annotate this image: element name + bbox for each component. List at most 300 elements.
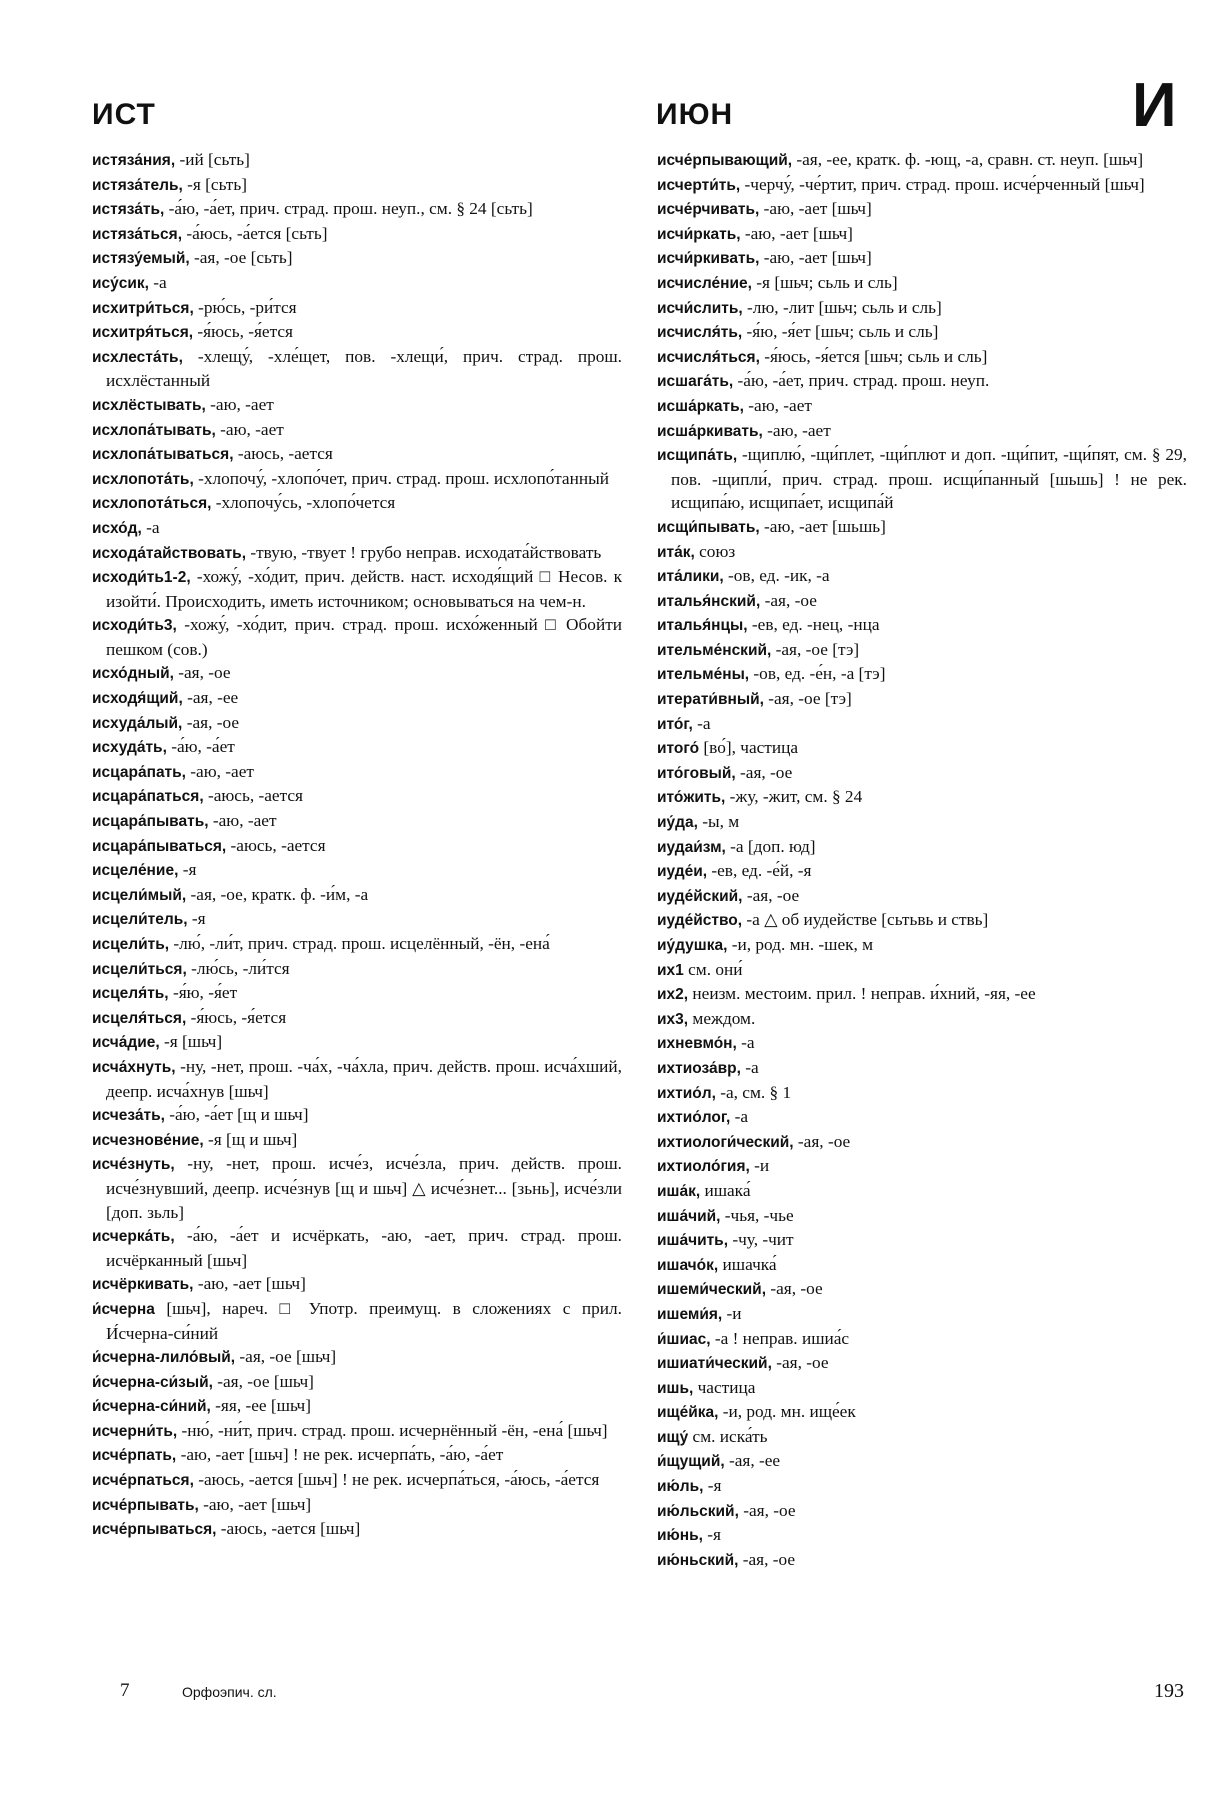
entry-body: -ий [сьть]	[175, 150, 250, 169]
entry-body: -ая, -ое	[182, 712, 239, 732]
entry-body: -аю, -ает	[185, 761, 254, 781]
dictionary-entry	[92, 1030, 622, 1055]
entry-body: -аю, -ает [шьч]	[198, 1494, 312, 1514]
dictionary-entry	[92, 393, 622, 418]
headword: исчерти́ть,	[657, 176, 741, 194]
dictionary-entry	[92, 1128, 622, 1153]
dictionary-entry	[92, 1419, 622, 1444]
dictionary-entry	[92, 1103, 622, 1128]
entry-body: междом.	[688, 1008, 756, 1028]
dictionary-entry	[92, 148, 622, 173]
entry-body: -ая, -ое	[742, 885, 800, 905]
dictionary-entry	[92, 1468, 622, 1493]
headword: и́счерна-си́зый,	[92, 1373, 213, 1391]
headword: исцеля́ть,	[92, 985, 169, 1003]
headword: ихтиологи́ческий,	[657, 1133, 794, 1151]
headword: ию́нь,	[657, 1527, 703, 1545]
headword: исхода́тайствовать,	[92, 544, 247, 562]
headword: ихтиоза́вр,	[657, 1059, 741, 1077]
dictionary-entry	[657, 296, 1187, 321]
headword: исхлопа́тываться,	[92, 446, 234, 464]
dictionary-entry	[92, 760, 622, 785]
entry-body: -я́юсь, -я́ется	[186, 1007, 287, 1027]
dictionary-entry	[92, 1055, 622, 1103]
entry-body: -рю́сь, -ри́тся	[193, 297, 297, 317]
page-number: 193	[1154, 1680, 1184, 1702]
headword: ишеми́я,	[657, 1305, 723, 1323]
headword: иу́да,	[657, 814, 698, 832]
dictionary-entry	[92, 1493, 622, 1518]
headword: исцели́ть,	[92, 936, 170, 953]
dictionary-entry	[657, 1474, 1187, 1499]
headword: истяза́ться,	[92, 225, 182, 243]
headword: ихтио́л,	[657, 1084, 716, 1102]
dictionary-entry	[657, 271, 1187, 296]
headword: ительме́нский,	[657, 641, 772, 659]
dictionary-entry	[92, 271, 622, 296]
dictionary-entry	[657, 1253, 1187, 1278]
dictionary-entry	[657, 835, 1187, 860]
entry-body: -а [доп. юд]	[725, 836, 816, 856]
dictionary-entry	[657, 1179, 1187, 1204]
headword: истяза́тель,	[92, 176, 183, 194]
headword: исче́рпать,	[92, 1447, 177, 1465]
dictionary-entry	[657, 564, 1187, 589]
headword: исчисля́ться,	[657, 348, 760, 366]
entry-body: -черчу́, -че́ртит, прич. страд. прош. исче́рченный [шьч]	[740, 174, 1145, 194]
left-column	[92, 148, 622, 1542]
dictionary-entry	[657, 908, 1187, 933]
dictionary-entry	[657, 369, 1187, 394]
entry-body: -яя, -ее [шьч]	[210, 1396, 311, 1416]
headword: исхуда́лый,	[92, 714, 183, 732]
entry-body: -аю, -ает [шьшь]	[759, 516, 886, 536]
headword: исша́ркать,	[657, 397, 744, 415]
entry-body: -а́юсь, -а́ется [сьть]	[182, 223, 328, 243]
entry-body: -лю́сь, -ли́тся	[186, 958, 290, 978]
headword: ихтио́лог,	[657, 1109, 731, 1127]
dictionary-entry	[92, 442, 622, 467]
headword: исхлопота́ть,	[92, 470, 194, 488]
headword: ита́к,	[657, 543, 695, 561]
headword: исхо́дный,	[92, 665, 174, 683]
dictionary-entry	[92, 1272, 622, 1297]
headword: ихтиоло́гия,	[657, 1158, 750, 1176]
headword: исходя́щий,	[92, 690, 183, 708]
dictionary-entry	[657, 1302, 1187, 1327]
dictionary-entry	[92, 784, 622, 809]
entry-body: -чья, -чье	[720, 1205, 794, 1225]
entry-body: [во́], частица	[699, 738, 799, 758]
headword: итого́	[657, 740, 700, 758]
dictionary-entry	[657, 589, 1187, 614]
entry-body: -ая, -ое	[735, 762, 793, 782]
dictionary-entry	[657, 736, 1187, 761]
dictionary-entry	[657, 662, 1187, 687]
entry-body: -аю, -ает	[208, 811, 277, 831]
entry-body: -хлопочу́сь, -хлопо́чется	[211, 493, 396, 513]
dictionary-entry	[92, 222, 622, 247]
entry-body: ишака́	[700, 1180, 751, 1200]
dictionary-entry	[92, 981, 622, 1006]
dictionary-entry	[657, 540, 1187, 565]
dictionary-entry	[657, 1204, 1187, 1229]
dictionary-entry	[92, 711, 622, 736]
entry-body: -ев, ед. -е́й, -я	[707, 861, 812, 881]
headword: иша́к,	[657, 1182, 701, 1200]
dictionary-entry	[92, 1345, 622, 1370]
entry-body: -ая, -ое	[738, 1549, 796, 1569]
dictionary-entry	[657, 712, 1187, 737]
entry-body: -аю, -ает	[205, 394, 274, 414]
headword: исчезнове́ние,	[92, 1131, 204, 1149]
entry-body: -ая, -ое	[738, 1500, 796, 1520]
dictionary-entry	[657, 1327, 1187, 1352]
headword: исшага́ть,	[657, 373, 734, 391]
entry-body: -и, род. мн. ище́ек	[718, 1402, 856, 1422]
dictionary-entry	[657, 1105, 1187, 1130]
entry-body: -лю́, -ли́т, прич. страд. прош. исцелённый, -ён, -ена́	[169, 934, 550, 953]
headword: исхитри́ться,	[92, 299, 194, 317]
dictionary-entry	[657, 443, 1187, 515]
entry-body: -я	[178, 860, 197, 880]
dictionary-entry	[92, 516, 622, 541]
headword: ищу́	[657, 1428, 689, 1446]
headword: исчисле́ние,	[657, 274, 752, 292]
entry-body: -щиплю́, -щи́плет, -щи́плют и доп. -щи́пит, -щи́пят, см. § 29, пов. -щипли́, прич. страд. прош. исщи́панный [шьшь] ! не рек. исщипа́ю, исщипа́ет, исщипа́й	[671, 445, 1187, 513]
dictionary-entry	[657, 1007, 1187, 1032]
headword: иуде́и,	[657, 863, 708, 881]
entry-body: -лю, -лит [шьч; сьль и сль]	[742, 297, 942, 317]
headword: ительме́ны,	[657, 666, 750, 684]
headword: исхлопа́тывать,	[92, 421, 216, 439]
headword: ище́йка,	[657, 1404, 719, 1422]
entry-body: -ая, -ое [тэ]	[771, 639, 860, 659]
headword: исче́рчивать,	[657, 201, 760, 219]
dictionary-entry	[657, 1154, 1187, 1179]
dictionary-entry	[92, 467, 622, 492]
signature-number: 7	[120, 1680, 130, 1701]
headword: исче́рпывать,	[92, 1496, 199, 1514]
headword: ито́говый,	[657, 764, 736, 782]
headword: исхлопота́ться,	[92, 495, 212, 513]
headword: исче́рпываться,	[92, 1521, 217, 1539]
dictionary-entry	[92, 565, 622, 613]
headword: исцели́тель,	[92, 911, 188, 929]
entry-body: -ая, -ое	[760, 590, 817, 610]
dictionary-entry	[657, 246, 1187, 271]
entry-body: ишачка́	[718, 1254, 777, 1274]
headword: исхлёстывать,	[92, 396, 206, 414]
entry-body: -ая, -ое	[766, 1279, 823, 1299]
dictionary-entry	[657, 613, 1187, 638]
dictionary-entry	[657, 761, 1187, 786]
entry-body: -ов, ед. -ик, -а	[723, 566, 830, 586]
dictionary-entry	[657, 785, 1187, 810]
entry-body: -ая, -ое, кратк. ф. -и́м, -а	[186, 884, 369, 904]
dictionary-entry	[657, 394, 1187, 419]
headword: иуде́йство,	[657, 912, 743, 930]
headword: истяза́ния,	[92, 152, 176, 169]
dictionary-entry	[92, 1394, 622, 1419]
dictionary-entry	[657, 197, 1187, 222]
entry-body: -ню́, -ни́т, прич. страд. прош. исчернённый -ён, -ена́ [шьч]	[177, 1420, 608, 1440]
entry-body: -я́ю, -я́ет	[168, 983, 238, 1003]
dictionary-entry	[657, 958, 1187, 983]
dictionary-entry	[92, 418, 622, 443]
dictionary-entry	[92, 907, 622, 932]
headword: исчи́ркать,	[657, 225, 741, 243]
entry-body: -аюсь, -ается	[233, 444, 333, 464]
headword: ию́льский,	[657, 1502, 739, 1520]
dictionary-entry	[92, 1006, 622, 1031]
headword: их1	[657, 961, 684, 979]
dictionary-entry	[92, 1297, 622, 1345]
entry-body: -а	[148, 272, 167, 292]
headword: иудаи́зм,	[657, 838, 726, 856]
headword: иша́чить,	[657, 1232, 729, 1250]
dictionary-entry	[657, 1081, 1187, 1106]
dictionary-entry	[92, 197, 622, 222]
headword: исша́ркивать,	[657, 422, 763, 440]
headword: исчерни́ть,	[92, 1422, 178, 1440]
headword: исче́знуть,	[92, 1156, 175, 1174]
dictionary-entry	[92, 1370, 622, 1395]
headword: и́счерна-лило́вый,	[92, 1349, 236, 1367]
dictionary-entry	[92, 1443, 622, 1468]
dictionary-entry	[657, 638, 1187, 663]
headword: исча́дие,	[92, 1034, 160, 1052]
headword: ису́сик,	[92, 274, 149, 292]
headword: исхо́д,	[92, 519, 142, 537]
entry-body: -аюсь, -ается	[226, 835, 326, 855]
headword: и́шиас,	[657, 1330, 711, 1348]
section-letter: И	[1132, 71, 1177, 140]
headword: исчерка́ть,	[92, 1228, 175, 1246]
dictionary-entry	[657, 345, 1187, 370]
headword: исцеля́ться,	[92, 1009, 187, 1027]
dictionary-entry	[657, 810, 1187, 835]
entry-body: -ая, -ое [шьч]	[212, 1371, 314, 1391]
entry-body: -а	[141, 517, 160, 537]
entry-body: -ая, -ое [сьть]	[189, 248, 293, 268]
entry-body: -я́юсь, -я́ется	[193, 322, 293, 342]
entry-body: -ев, ед. -нец, -нца	[747, 615, 880, 635]
entry-body: -ы, м	[697, 812, 740, 832]
entry-body: союз	[694, 541, 736, 561]
dictionary-entry	[657, 1376, 1187, 1401]
dictionary-entry	[92, 320, 622, 345]
entry-body: -жу, -жит, см. § 24	[725, 787, 863, 807]
headword: исцара́пывать,	[92, 813, 209, 831]
headword: исчи́слить,	[657, 299, 743, 317]
dictionary-entry	[92, 661, 622, 686]
dictionary-entry	[657, 1400, 1187, 1425]
headword: ишиати́ческий,	[657, 1355, 772, 1373]
headword: их3,	[657, 1010, 689, 1028]
dictionary-entry	[92, 613, 622, 661]
dictionary-entry	[657, 419, 1187, 444]
entry-body: -ая, -ое	[771, 1353, 829, 1373]
entry-body: -аюсь, -ается	[203, 786, 303, 806]
dictionary-entry	[657, 1425, 1187, 1450]
dictionary-entry	[657, 515, 1187, 540]
headword: их2,	[657, 986, 689, 1004]
dictionary-entry	[92, 1224, 622, 1272]
signature-title: Орфоэпич. сл.	[182, 1684, 277, 1700]
dictionary-entry	[657, 1351, 1187, 1376]
entry-body: -и	[749, 1156, 770, 1176]
headword: исщипа́ть,	[657, 447, 738, 465]
headword: исхитря́ться,	[92, 324, 194, 342]
entry-body: -аю, -ает [шьч] ! не рек. исчерпа́ть, -а́ю, -а́ет	[176, 1445, 504, 1465]
entry-body: -хлопочу́, -хлопо́чет, прич. страд. прош. исхлопо́танный	[193, 468, 609, 488]
dictionary-entry	[657, 1031, 1187, 1056]
headword: исцели́ться,	[92, 960, 187, 978]
entry-body: -ая, -ое	[173, 663, 231, 683]
headword: исчисля́ть,	[657, 324, 743, 342]
headword: исчи́ркивать,	[657, 250, 760, 268]
dictionary-entry	[92, 296, 622, 321]
entry-body: -ов, ед. -е́н, -а [тэ]	[749, 664, 886, 684]
headword: исцара́паться,	[92, 788, 204, 806]
entry-body: -аюсь, -ается [шьч]	[216, 1519, 361, 1539]
entry-body: -а	[692, 713, 711, 733]
headword: итерати́вный,	[657, 691, 764, 709]
entry-body: -я	[702, 1525, 721, 1545]
right-column	[657, 148, 1187, 1572]
entry-body: -ая, -ее, кратк. ф. -ющ, -а, сравн. ст. неуп. [шьч]	[792, 150, 1144, 169]
dictionary-entry	[657, 1499, 1187, 1524]
entry-body: -твую, -твует ! грубо неправ. исходата́йствовать	[246, 542, 602, 562]
entry-body: -я́ю, -я́ет [шьч; сьль и сль]	[742, 322, 939, 342]
headword: ихневмо́н,	[657, 1035, 737, 1053]
dictionary-entry	[92, 809, 622, 834]
headword: ию́ньский,	[657, 1551, 739, 1569]
entry-body: -я	[703, 1476, 722, 1496]
dictionary-entry	[657, 222, 1187, 247]
entry-body: -ая, -ее	[182, 688, 239, 708]
dictionary-entry	[657, 173, 1187, 198]
entry-body: -ая, -ое [тэ]	[763, 689, 852, 709]
dictionary-entry	[657, 933, 1187, 958]
dictionary-entry	[92, 735, 622, 760]
dictionary-entry	[657, 859, 1187, 884]
entry-body: -а	[740, 1057, 759, 1077]
dictionary-entry	[92, 883, 622, 908]
headword: и́счерна	[92, 1300, 155, 1318]
entry-body: -я [шьч; сьль и сль]	[751, 272, 898, 292]
headword: ишачо́к,	[657, 1256, 719, 1274]
headword: ита́лики,	[657, 568, 724, 586]
headword: исчёркивать,	[92, 1276, 194, 1294]
headword: исча́хнуть,	[92, 1058, 176, 1076]
entry-body: -я [шьч]	[159, 1032, 223, 1052]
dictionary-entry	[657, 1277, 1187, 1302]
entry-body: -и, род. мн. -шек, м	[727, 935, 874, 954]
entry-body: -я́юсь, -я́ется [шьч; сьль и сль]	[759, 346, 988, 366]
dictionary-entry	[92, 173, 622, 198]
headword: исчеза́ть,	[92, 1107, 165, 1125]
entry-body: -я [щ и шьч]	[203, 1129, 298, 1149]
entry-body: -я [сьть]	[182, 174, 247, 194]
dictionary-entry	[657, 320, 1187, 345]
entry-body: -ну, -нет, прош. исче́з, исче́зла, прич. действ. прош. исче́знувший, деепр. исче́знув [щ и шьч] △ исче́знет... [зьнь], исче́зли [доп. зьль]	[106, 1154, 622, 1222]
entry-body: -хлещу́, -хле́щет, пов. -хлещи́, прич. страд. прош. исхлёстанный	[106, 346, 622, 391]
headword: иша́чий,	[657, 1207, 721, 1225]
headword: и́счерна-си́ний,	[92, 1398, 211, 1416]
entry-body: -хожу́, -хо́дит, прич. действ. наст. исходя́щий □ Несов. к изойти́. Происходить, иметь источником; основываться на чем-н.	[106, 567, 622, 611]
dictionary-entry	[657, 148, 1187, 173]
headword: ито́жить,	[657, 789, 726, 807]
entry-body: -а	[730, 1107, 748, 1127]
entry-body: частица	[693, 1377, 756, 1397]
dictionary-entry	[657, 1449, 1187, 1474]
dictionary-entry	[92, 858, 622, 883]
dictionary-entry	[92, 345, 622, 393]
headword: исче́рпаться,	[92, 1472, 194, 1490]
headword: исходи́ть1-2,	[92, 569, 191, 587]
entry-body: см. они́	[683, 959, 743, 979]
headword: исцара́пываться,	[92, 837, 227, 855]
dictionary-entry	[657, 884, 1187, 909]
dictionary-entry	[92, 957, 622, 982]
headword: исцара́пать,	[92, 763, 186, 781]
headword: исходи́ть3,	[92, 617, 177, 635]
entry-body: -а́ю, -а́ет [щ и шьч]	[164, 1105, 309, 1125]
entry-body: -а	[736, 1033, 755, 1053]
headword: исхлеста́ть,	[92, 348, 183, 366]
dictionary-entry	[657, 1056, 1187, 1081]
headword: исхуда́ть,	[92, 739, 167, 757]
entry-body: -аю, -ает	[743, 395, 812, 415]
headword: ито́г,	[657, 715, 693, 733]
headword: ишеми́ческий,	[657, 1281, 767, 1299]
headword: ию́ль,	[657, 1478, 704, 1496]
entry-body: -а́ю, -а́ет, прич. страд. прош. неуп., см. § 24 [сьть]	[164, 199, 533, 219]
running-head-right: ИЮН	[656, 98, 734, 131]
dictionary-entry	[92, 834, 622, 859]
entry-body: -хожу́, -хо́дит, прич. страд. прош. исхо́женный □ Обойти пешком (сов.)	[106, 615, 622, 659]
entry-body: -аю, -ает [шьч]	[193, 1274, 306, 1294]
headword: иуде́йский,	[657, 887, 743, 905]
entry-body: -а ! неправ. ишиа́с	[710, 1328, 850, 1348]
dictionary-entry	[657, 1523, 1187, 1548]
dictionary-entry	[92, 1517, 622, 1542]
entry-body: -ая, -ое	[793, 1131, 851, 1151]
entry-body: -а △ об иудействе [сьтьвь и ствь]	[742, 910, 989, 930]
running-head-left: ИСТ	[92, 98, 156, 131]
dictionary-entry	[92, 541, 622, 566]
entry-body: -а, см. § 1	[715, 1082, 792, 1102]
entry-body: [шьч], нареч. □ Употр. преимущ. в сложениях с прил. И́счерна-си́ний	[106, 1298, 622, 1343]
entry-body: -а́ю, -а́ет, прич. страд. прош. неуп.	[733, 371, 990, 391]
headword: истяза́ть,	[92, 201, 165, 219]
headword: истязу́емый,	[92, 250, 190, 268]
entry-body: -ая, -ое [шьч]	[235, 1347, 337, 1367]
headword: ишь,	[657, 1379, 694, 1397]
entry-body: -аю, -ает	[215, 419, 284, 439]
dictionary-entry	[657, 1228, 1187, 1253]
entry-body: -аю, -ает [шьч]	[759, 199, 872, 219]
entry-body: -и	[722, 1303, 742, 1323]
entry-body: -а́ю, -а́ет	[166, 737, 235, 757]
entry-body: см. иска́ть	[688, 1426, 768, 1446]
entry-body: -ну, -нет, прош. -ча́х, -ча́хла, прич. действ. прош. исча́хший, деепр. исча́хнув [шьч]	[106, 1056, 622, 1101]
dictionary-entry	[92, 491, 622, 516]
entry-body: -аю, -ает [шьч]	[759, 248, 872, 268]
dictionary-entry	[92, 246, 622, 271]
